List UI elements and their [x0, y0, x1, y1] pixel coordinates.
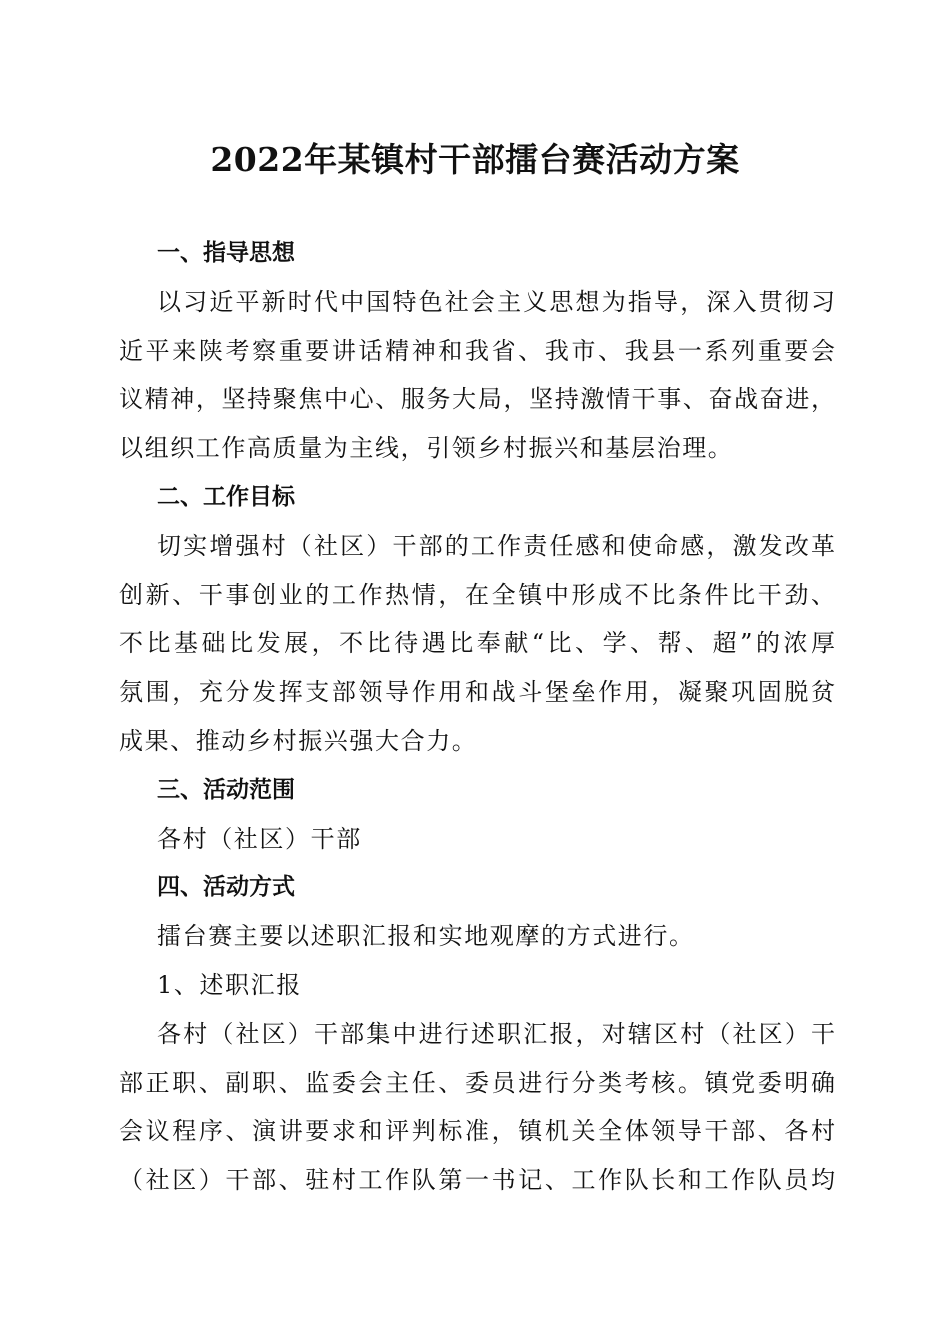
paragraph-line: 不比基础比发展，不比待遇比奉献“比、学、帮、超”的浓厚	[119, 629, 835, 658]
section-heading-activity-scope: 三、活动范围	[157, 776, 295, 803]
paragraph-line: 会议程序、演讲要求和评判标准，镇机关全体领导干部、各村	[119, 1117, 835, 1146]
paragraph-line: 以组织工作高质量为主线，引领乡村振兴和基层治理。	[119, 434, 734, 463]
section-heading-work-goals: 二、工作目标	[157, 483, 295, 510]
paragraph-line: 各村（社区）干部集中进行述职汇报，对辖区村（社区）干	[157, 1019, 835, 1048]
paragraph-line: 氛围，充分发挥支部领导作用和战斗堡垒作用，凝聚巩固脱贫	[119, 678, 835, 707]
paragraph-line: 以习近平新时代中国特色社会主义思想为指导，深入贯彻习	[157, 287, 835, 316]
paragraph-line: （社区）干部、驻村工作队第一书记、工作队长和工作队员均	[119, 1166, 835, 1195]
document-title: 2022年某镇村干部擂台赛活动方案	[210, 140, 740, 179]
paragraph-line: 议精神，坚持聚焦中心、服务大局，坚持激情干事、奋战奋进，	[119, 385, 835, 414]
paragraph-line: 部正职、副职、监委会主任、委员进行分类考核。镇党委明确	[119, 1068, 835, 1097]
paragraph-line: 各村（社区）干部	[157, 824, 362, 853]
section-heading-activity-method: 四、活动方式	[157, 874, 295, 901]
paragraph-line: 切实增强村（社区）干部的工作责任感和使命感，激发改革	[157, 531, 835, 560]
paragraph-line: 近平来陕考察重要讲话精神和我省、我市、我县一系列重要会	[119, 336, 835, 365]
subsection-heading-report: 1、述职汇报	[157, 970, 302, 999]
paragraph-line: 成果、推动乡村振兴强大合力。	[119, 726, 478, 755]
document-body	[119, 229, 835, 1205]
paragraph-line: 创新、干事创业的工作热情，在全镇中形成不比条件比干劲、	[119, 580, 835, 609]
section-heading-guiding-ideology: 一、指导思想	[157, 240, 295, 266]
paragraph-line: 擂台赛主要以述职汇报和实地观摩的方式进行。	[157, 922, 695, 951]
